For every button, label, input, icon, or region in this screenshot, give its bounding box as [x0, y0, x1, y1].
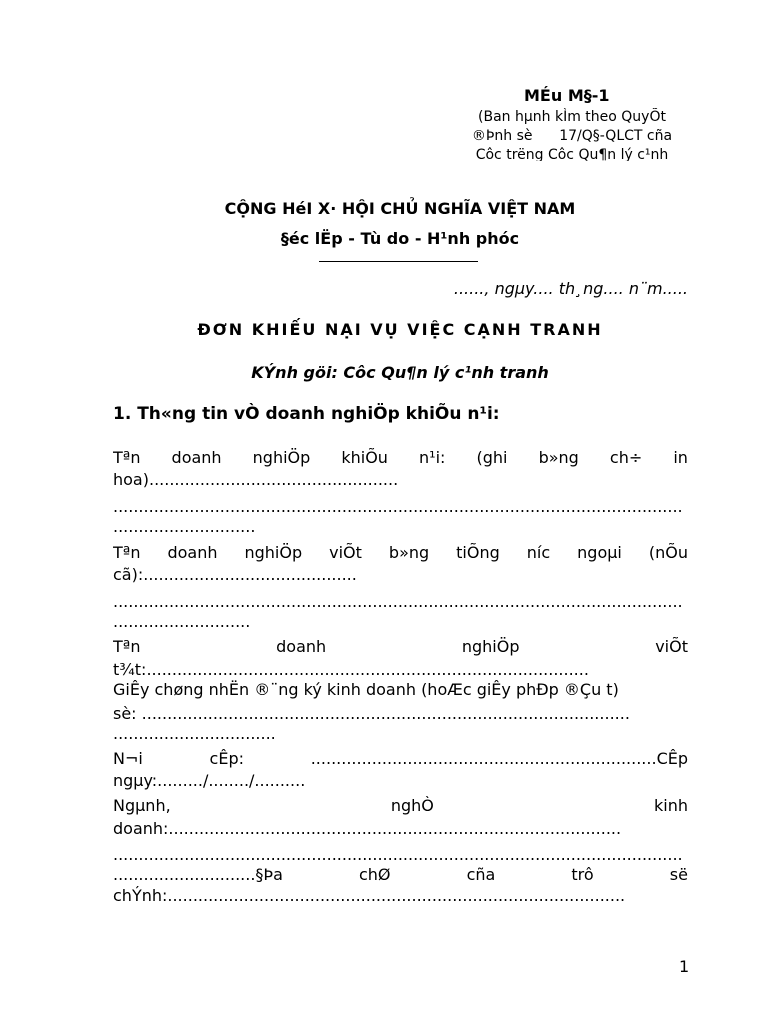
- word: nghiÖp: [244, 543, 303, 562]
- word: Tªn: [113, 448, 141, 467]
- company-name-label: [113, 448, 688, 468]
- word: chØ: [358, 865, 391, 884]
- word: in: [673, 448, 688, 467]
- word: tiÕng: [456, 543, 500, 562]
- word: ngoµi: [577, 543, 622, 562]
- section-1-heading: 1. Th«ng tin vÒ doanh nghiÖp khiÕu n¹i:: [113, 404, 500, 424]
- word: viÕt: [655, 637, 688, 656]
- word: doanh: [276, 637, 327, 656]
- national-motto: §éc lËp - Tù do - H¹nh phóc: [280, 229, 520, 248]
- word: ............................§Þa: [113, 865, 283, 884]
- foreign-name-label: [113, 543, 688, 563]
- issued-line-1: (Ban hµnh kÌm theo QuyÕt: [478, 109, 666, 125]
- issued-under-note: [462, 108, 682, 161]
- hq-address-field[interactable]: chÝnh:..........................................................................................: [113, 886, 626, 905]
- word: kinh: [653, 796, 688, 815]
- word: Tªn: [113, 637, 141, 656]
- company-name-dots-2[interactable]: ............................: [113, 517, 256, 536]
- page-number: 1: [679, 957, 690, 976]
- word: së: [669, 865, 688, 884]
- issued-line-3: Côc trëng Côc Qu¶n lý c¹nh: [475, 147, 669, 161]
- word: N¬i: [113, 749, 143, 768]
- issue-date-field[interactable]: ngµy:........./......../..........: [113, 771, 306, 790]
- word: trô: [571, 865, 594, 884]
- word: (nÕu: [648, 543, 688, 562]
- word: n¹i:: [419, 448, 446, 467]
- word: Ngµnh,: [113, 796, 171, 815]
- abbr-name-field[interactable]: t¾t:.......................................................................................: [113, 660, 589, 679]
- hq-address-label: [113, 865, 688, 885]
- word: doanh: [167, 543, 218, 562]
- foreign-name-dots[interactable]: ................................................................................................................: [113, 592, 683, 611]
- issuer-field[interactable]: ....................................................................CÊp: [310, 749, 688, 768]
- company-name-field[interactable]: hoa).................................................: [113, 470, 399, 489]
- company-name-dots[interactable]: ................................................................................................................: [113, 497, 683, 516]
- issuer-label: [113, 749, 688, 769]
- form-number: MÉu M§-1: [524, 86, 610, 105]
- issued-line-2: ®Þnh sè 17/Q§-QLCT cña: [471, 128, 673, 144]
- word: nghÒ: [390, 796, 434, 815]
- document-title: ĐƠN KHIẾU NẠI VỤ VIỆC CẠNH TRANH: [197, 320, 603, 339]
- motto-underline: [319, 261, 478, 262]
- word: b»ng: [538, 448, 579, 467]
- word: khiÕu: [341, 448, 388, 467]
- license-dots[interactable]: ................................: [113, 724, 276, 743]
- word: (ghi: [476, 448, 508, 467]
- word: cña: [466, 865, 496, 884]
- foreign-name-dots-2[interactable]: ...........................: [113, 612, 251, 631]
- word: doanh: [171, 448, 222, 467]
- national-title: CỘNG HéI X· HỘI CHỦ NGHĨA VIỆT NAM: [224, 199, 576, 218]
- abbr-name-label: [113, 637, 688, 657]
- date-line: ......, ngµy.... th¸ng.... n¨m.....: [453, 279, 688, 298]
- license-number-field[interactable]: sè: ................................................................................................: [113, 704, 630, 723]
- business-label: [113, 796, 688, 816]
- business-dots[interactable]: ................................................................................................................: [113, 845, 683, 864]
- greeting: KÝnh göi: Côc Qu¶n lý c¹nh tranh: [251, 363, 549, 382]
- word: níc: [526, 543, 551, 562]
- license-label: GiÊy chøng nhËn ®¨ng ký kinh doanh (hoÆc giÊy phÐp ®Çu t): [113, 680, 619, 699]
- word: b»ng: [388, 543, 430, 562]
- word: ch÷: [609, 448, 643, 467]
- business-field[interactable]: doanh:.........................................................................................: [113, 819, 622, 838]
- word: cÊp:: [209, 749, 244, 768]
- word: viÕt: [329, 543, 362, 562]
- word: nghiÖp: [252, 448, 311, 467]
- word: Tªn: [113, 543, 141, 562]
- foreign-name-field[interactable]: cã):..........................................: [113, 565, 357, 584]
- word: nghiÖp: [461, 637, 520, 656]
